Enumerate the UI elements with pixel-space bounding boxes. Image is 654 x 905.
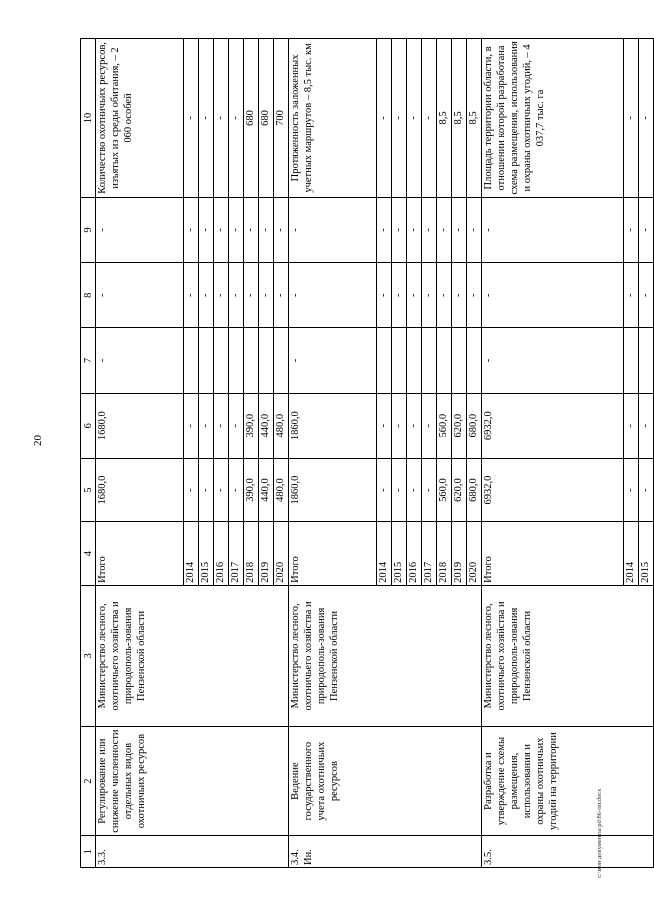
rotated-page (80, 38, 651, 868)
year-cell: 2017 (229, 522, 244, 585)
col-7 (452, 328, 467, 393)
col-5: 390,0 (244, 458, 259, 521)
col-7 (624, 328, 639, 393)
col-8: - (639, 263, 654, 328)
header-cell: 8 (81, 263, 96, 328)
col-5: 680,0 (467, 458, 482, 521)
footer-file-path: c:\мои документы\pd\86-пп.docx (596, 788, 603, 878)
total-indicator: Протяженность заложенных учетных маршрутов – 8,5 тыс. км (289, 39, 377, 198)
year-cell: 2015 (639, 522, 654, 585)
col-9: - (259, 197, 274, 262)
col-7 (392, 328, 407, 393)
col-9: - (244, 197, 259, 262)
year-cell: 2014 (184, 522, 199, 585)
col-6: - (392, 393, 407, 458)
col-7 (184, 328, 199, 393)
header-cell: 1 (81, 836, 96, 868)
col-6: - (199, 393, 214, 458)
col-8: - (437, 263, 452, 328)
col-8: - (259, 263, 274, 328)
indicator: - (214, 39, 229, 198)
col-6: - (639, 393, 654, 458)
indicator: 700 (274, 39, 289, 198)
col-8: - (184, 263, 199, 328)
col-7 (229, 328, 244, 393)
header-row (81, 39, 96, 868)
col-6: 560,0 (437, 393, 452, 458)
total-col-5: 6932,0 (482, 458, 624, 521)
col-9: - (392, 197, 407, 262)
col-6: 440,0 (259, 393, 274, 458)
total-label: Итого (96, 522, 184, 585)
header-cell: 6 (81, 393, 96, 458)
col-5: - (229, 458, 244, 521)
page-number: 20 (32, 435, 44, 446)
col-8: - (452, 263, 467, 328)
indicator: - (392, 39, 407, 198)
year-cell: 2018 (437, 522, 452, 585)
col-5: 440,0 (259, 458, 274, 521)
col-5: - (624, 458, 639, 521)
year-cell: 2014 (624, 522, 639, 585)
col-9: - (452, 197, 467, 262)
col-8: - (244, 263, 259, 328)
year-cell: 2015 (392, 522, 407, 585)
col-9: - (184, 197, 199, 262)
year-cell: 2016 (407, 522, 422, 585)
executor: Министерство лесного, охотничьего хозяйства и природополь-зования Пензенской области (482, 585, 654, 726)
col-8: - (229, 263, 244, 328)
total-col-7: - (289, 328, 377, 393)
col-6: - (214, 393, 229, 458)
total-col-7: - (482, 328, 624, 393)
col-7 (199, 328, 214, 393)
indicator: 8,5 (437, 39, 452, 198)
indicator: - (229, 39, 244, 198)
col-9: - (229, 197, 244, 262)
section-total-row (289, 39, 377, 868)
col-7 (422, 328, 437, 393)
indicator: - (199, 39, 214, 198)
col-7 (377, 328, 392, 393)
total-indicator: Количество охотничьих ресурсов, изъятых из среды обитания, – 2 060 особей (96, 39, 184, 198)
year-cell: 2018 (244, 522, 259, 585)
indicator: 680 (244, 39, 259, 198)
col-9: - (422, 197, 437, 262)
indicator: - (639, 39, 654, 198)
total-label: Итого (289, 522, 377, 585)
executor: Министерство лесного, охотничьего хозяйства и природополь-зования Пензенской области (96, 585, 289, 726)
activity-name: Разработка и утверждение схемы размещения, использования и охраны охотничьих угодий на территории (482, 726, 654, 835)
header-cell: 10 (81, 39, 96, 198)
indicator: 680 (259, 39, 274, 198)
activity-name: Ведение государственного учета охотничьих ресурсов (289, 726, 482, 835)
col-9: - (407, 197, 422, 262)
col-5: - (184, 458, 199, 521)
col-5: 560,0 (437, 458, 452, 521)
header-cell: 2 (81, 726, 96, 835)
header-cell: 7 (81, 328, 96, 393)
col-8: - (624, 263, 639, 328)
col-5: 620,0 (452, 458, 467, 521)
indicator: - (624, 39, 639, 198)
row-number: 3.3. (96, 836, 289, 868)
col-8: - (422, 263, 437, 328)
total-col-8: - (289, 263, 377, 328)
total-col-8: - (96, 263, 184, 328)
col-7 (244, 328, 259, 393)
indicator: - (422, 39, 437, 198)
col-6: - (422, 393, 437, 458)
col-9: - (377, 197, 392, 262)
col-8: - (377, 263, 392, 328)
col-7 (274, 328, 289, 393)
col-7 (437, 328, 452, 393)
col-9: - (214, 197, 229, 262)
col-9: - (639, 197, 654, 262)
col-6: 480,0 (274, 393, 289, 458)
total-col-9: - (289, 197, 377, 262)
header-cell: 5 (81, 458, 96, 521)
total-col-8: - (482, 263, 624, 328)
year-cell: 2020 (467, 522, 482, 585)
col-9: - (624, 197, 639, 262)
col-6: - (229, 393, 244, 458)
indicator: - (377, 39, 392, 198)
col-5: - (199, 458, 214, 521)
col-5: - (377, 458, 392, 521)
indicator: - (184, 39, 199, 198)
year-cell: 2016 (214, 522, 229, 585)
total-col-6: 6932,0 (482, 393, 624, 458)
year-cell: 2014 (377, 522, 392, 585)
total-col-6: 1680,0 (96, 393, 184, 458)
total-label: Итого (482, 522, 624, 585)
indicator: 8,5 (467, 39, 482, 198)
col-8: - (407, 263, 422, 328)
col-5: 480,0 (274, 458, 289, 521)
section-total-row (482, 39, 624, 868)
col-6: 620,0 (452, 393, 467, 458)
executor: Министерство лесного, охотничьего хозяйства и природополь-зования Пензенской области (289, 585, 482, 726)
year-cell: 2019 (452, 522, 467, 585)
col-8: - (467, 263, 482, 328)
col-6: - (377, 393, 392, 458)
col-6: - (184, 393, 199, 458)
col-5: - (392, 458, 407, 521)
year-cell: 2019 (259, 522, 274, 585)
col-6: - (407, 393, 422, 458)
year-cell: 2020 (274, 522, 289, 585)
col-6: - (624, 393, 639, 458)
col-8: - (274, 263, 289, 328)
section-total-row (96, 39, 184, 868)
year-cell: 2017 (422, 522, 437, 585)
activity-name: Регулирование или снижение численности отдельных видов охотничьих ресурсов (96, 726, 289, 835)
col-5: - (214, 458, 229, 521)
col-5: - (639, 458, 654, 521)
col-7 (214, 328, 229, 393)
col-6: 390,0 (244, 393, 259, 458)
total-indicator: Площадь территории области, в отношении которой разработана схема размещения, использования и охраны охотничьих угодий, – 4 037,7 тыс. га (482, 39, 624, 198)
col-9: - (467, 197, 482, 262)
total-col-5: 1680,0 (96, 458, 184, 521)
row-number: 3.4. Ин. (289, 836, 482, 868)
col-6: 680,0 (467, 393, 482, 458)
indicator: 8,5 (452, 39, 467, 198)
total-col-6: 1860,0 (289, 393, 377, 458)
total-col-9: - (482, 197, 624, 262)
col-8: - (199, 263, 214, 328)
col-9: - (437, 197, 452, 262)
col-9: - (274, 197, 289, 262)
total-col-7: - (96, 328, 184, 393)
header-cell: 4 (81, 522, 96, 585)
col-5: - (422, 458, 437, 521)
indicator: - (407, 39, 422, 198)
col-7 (467, 328, 482, 393)
col-7 (639, 328, 654, 393)
col-5: - (407, 458, 422, 521)
col-8: - (392, 263, 407, 328)
header-cell: 3 (81, 585, 96, 726)
header-cell: 9 (81, 197, 96, 262)
year-cell: 2015 (199, 522, 214, 585)
row-number: 3.5. (482, 836, 654, 868)
col-9: - (199, 197, 214, 262)
program-table (80, 38, 654, 868)
col-7 (259, 328, 274, 393)
col-8: - (214, 263, 229, 328)
total-col-5: 1860,0 (289, 458, 377, 521)
total-col-9: - (96, 197, 184, 262)
col-7 (407, 328, 422, 393)
